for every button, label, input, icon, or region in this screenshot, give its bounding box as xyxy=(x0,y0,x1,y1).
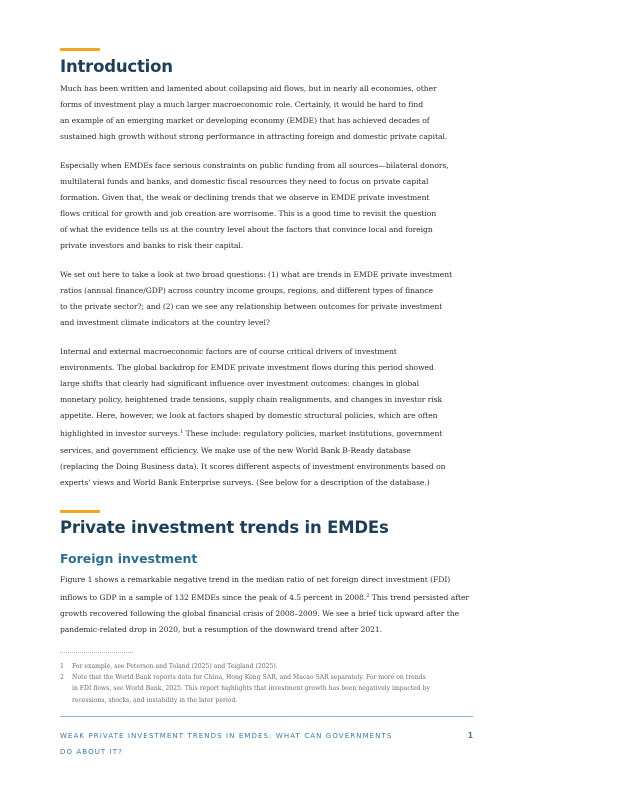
section-heading-trends: Private investment trends in EMDEs xyxy=(60,518,389,537)
text-line: multilateral funds and banks, and domestic fiscal resources they need to focus on private capital xyxy=(60,177,429,187)
text-line: and investment climate indicators at the country level? xyxy=(60,318,270,328)
text-line: monetary policy, heightened trade tensions, supply chain realignments, and changes in investor risk xyxy=(60,395,443,405)
footnote-line: recessions, shocks, and instability in the later period. xyxy=(72,696,238,704)
footnote-ref-1[interactable]: 1 xyxy=(180,429,184,436)
footnote-divider xyxy=(60,652,133,653)
text-line: to the private sector?; and (2) can we see any relationship between outcomes for private investment xyxy=(60,302,443,312)
text-line: Especially when EMDEs face serious constraints on public funding from all sources—bilateral donors, xyxy=(60,161,449,170)
text-segment: These include: regulatory policies, market institutions, government xyxy=(183,429,443,439)
paragraph-4 xyxy=(60,344,480,491)
text-line: private investors and banks to risk their capital. xyxy=(60,241,244,251)
footnote-ref-2[interactable]: 2 xyxy=(366,593,370,600)
text-line: formation. Given that, the weak or declining trends that we observe in EMDE private investment xyxy=(60,193,430,203)
text-line: growth recovered following the global financial crisis of 2008–2009. We see a brief tick upward after the xyxy=(60,609,460,619)
section-heading-introduction: Introduction xyxy=(60,57,173,76)
text-line: sustained high growth without strong performance in attracting foreign and domestic private capital. xyxy=(60,132,448,142)
text-line: experts' views and World Bank Enterprise surveys. (See below for a description of the database.) xyxy=(60,477,430,487)
text-line: of what the evidence tells us at the country level about the factors that convince local and foreign xyxy=(60,225,433,235)
text-line: large shifts that clearly had significant influence over investment outcomes: changes in global xyxy=(60,379,420,389)
text-line: Much has been written and lamented about collapsing aid flows, but in nearly all economies, other xyxy=(60,84,437,93)
footer-divider xyxy=(60,716,473,717)
text-line xyxy=(60,424,480,442)
text-line: flows critical for growth and job creation are worrisome. This is a good time to revisit the question xyxy=(60,209,437,219)
footnote-number: 1 xyxy=(60,663,64,670)
running-footer-title xyxy=(60,728,420,760)
footnote-line xyxy=(60,661,480,672)
text-line: services, and government efficiency. We make use of the new World Bank B-Ready database xyxy=(60,445,411,455)
footer-title-line: WEAK PRIVATE INVESTMENT TRENDS IN EMDES: WHAT CAN GOVERNMENTS xyxy=(60,732,393,740)
subheading-foreign-investment: Foreign investment xyxy=(60,551,198,566)
text-segment: This trend persisted after xyxy=(369,593,469,603)
text-line: pandemic-related drop in 2020, but a resumption of the downward trend after 2021. xyxy=(60,625,383,635)
text-line: forms of investment play a much larger macroeconomic role. Certainly, it would be hard to find xyxy=(60,100,424,110)
footnote-2 xyxy=(60,672,480,706)
text-line: an example of an emerging market or developing economy (EMDE) that has achieved decades of xyxy=(60,116,430,126)
footnote-text: Note that the World Bank reports data for China, Hong Kong SAR, and Macao SAR separately. For more on trends xyxy=(72,674,426,681)
footnote-number: 2 xyxy=(60,674,64,681)
text-line: Figure 1 shows a remarkable negative trend in the median ratio of net foreign direct investment (FDI) xyxy=(60,575,451,584)
text-line: We set out here to take a look at two broad questions: (1) what are trends in EMDE private investment xyxy=(60,270,453,279)
page-number: 1 xyxy=(467,731,473,740)
paragraph-3 xyxy=(60,267,480,331)
text-segment: highlighted in investor surveys. xyxy=(60,429,181,439)
text-line: environments. The global backdrop for EMDE private investment flows during this period showed xyxy=(60,363,434,373)
paragraph-2 xyxy=(60,158,480,255)
text-line: (replacing the Doing Business data). It scores different aspects of investment environments based on xyxy=(60,461,446,471)
text-segment: inflows to GDP in a sample of 132 EMDEs since the peak of 4.5 percent in 2008. xyxy=(60,593,367,603)
accent-rule xyxy=(60,510,100,513)
footer-title-line: DO ABOUT IT? xyxy=(60,748,123,756)
footnote-line: in FDI flows, see World Bank, 2025. This report highlights that investment growth has been negatively impacted by xyxy=(72,685,430,693)
footnote-text: For example, see Peterson and Toland (2025) and Teigland (2025). xyxy=(72,663,278,670)
text-line: appetite. Here, however, we look at factors shaped by domestic structural policies, which are often xyxy=(60,411,438,421)
paragraph-5 xyxy=(60,572,480,638)
text-line xyxy=(60,588,480,606)
accent-rule xyxy=(60,48,100,51)
paragraph-1 xyxy=(60,81,480,145)
text-line: ratios (annual finance/GDP) across country income groups, regions, and different types of finance xyxy=(60,286,433,296)
footnote-1 xyxy=(60,661,480,672)
footnote-line xyxy=(60,672,480,683)
text-line: Internal and external macroeconomic factors are of course critical drivers of investment xyxy=(60,347,397,356)
